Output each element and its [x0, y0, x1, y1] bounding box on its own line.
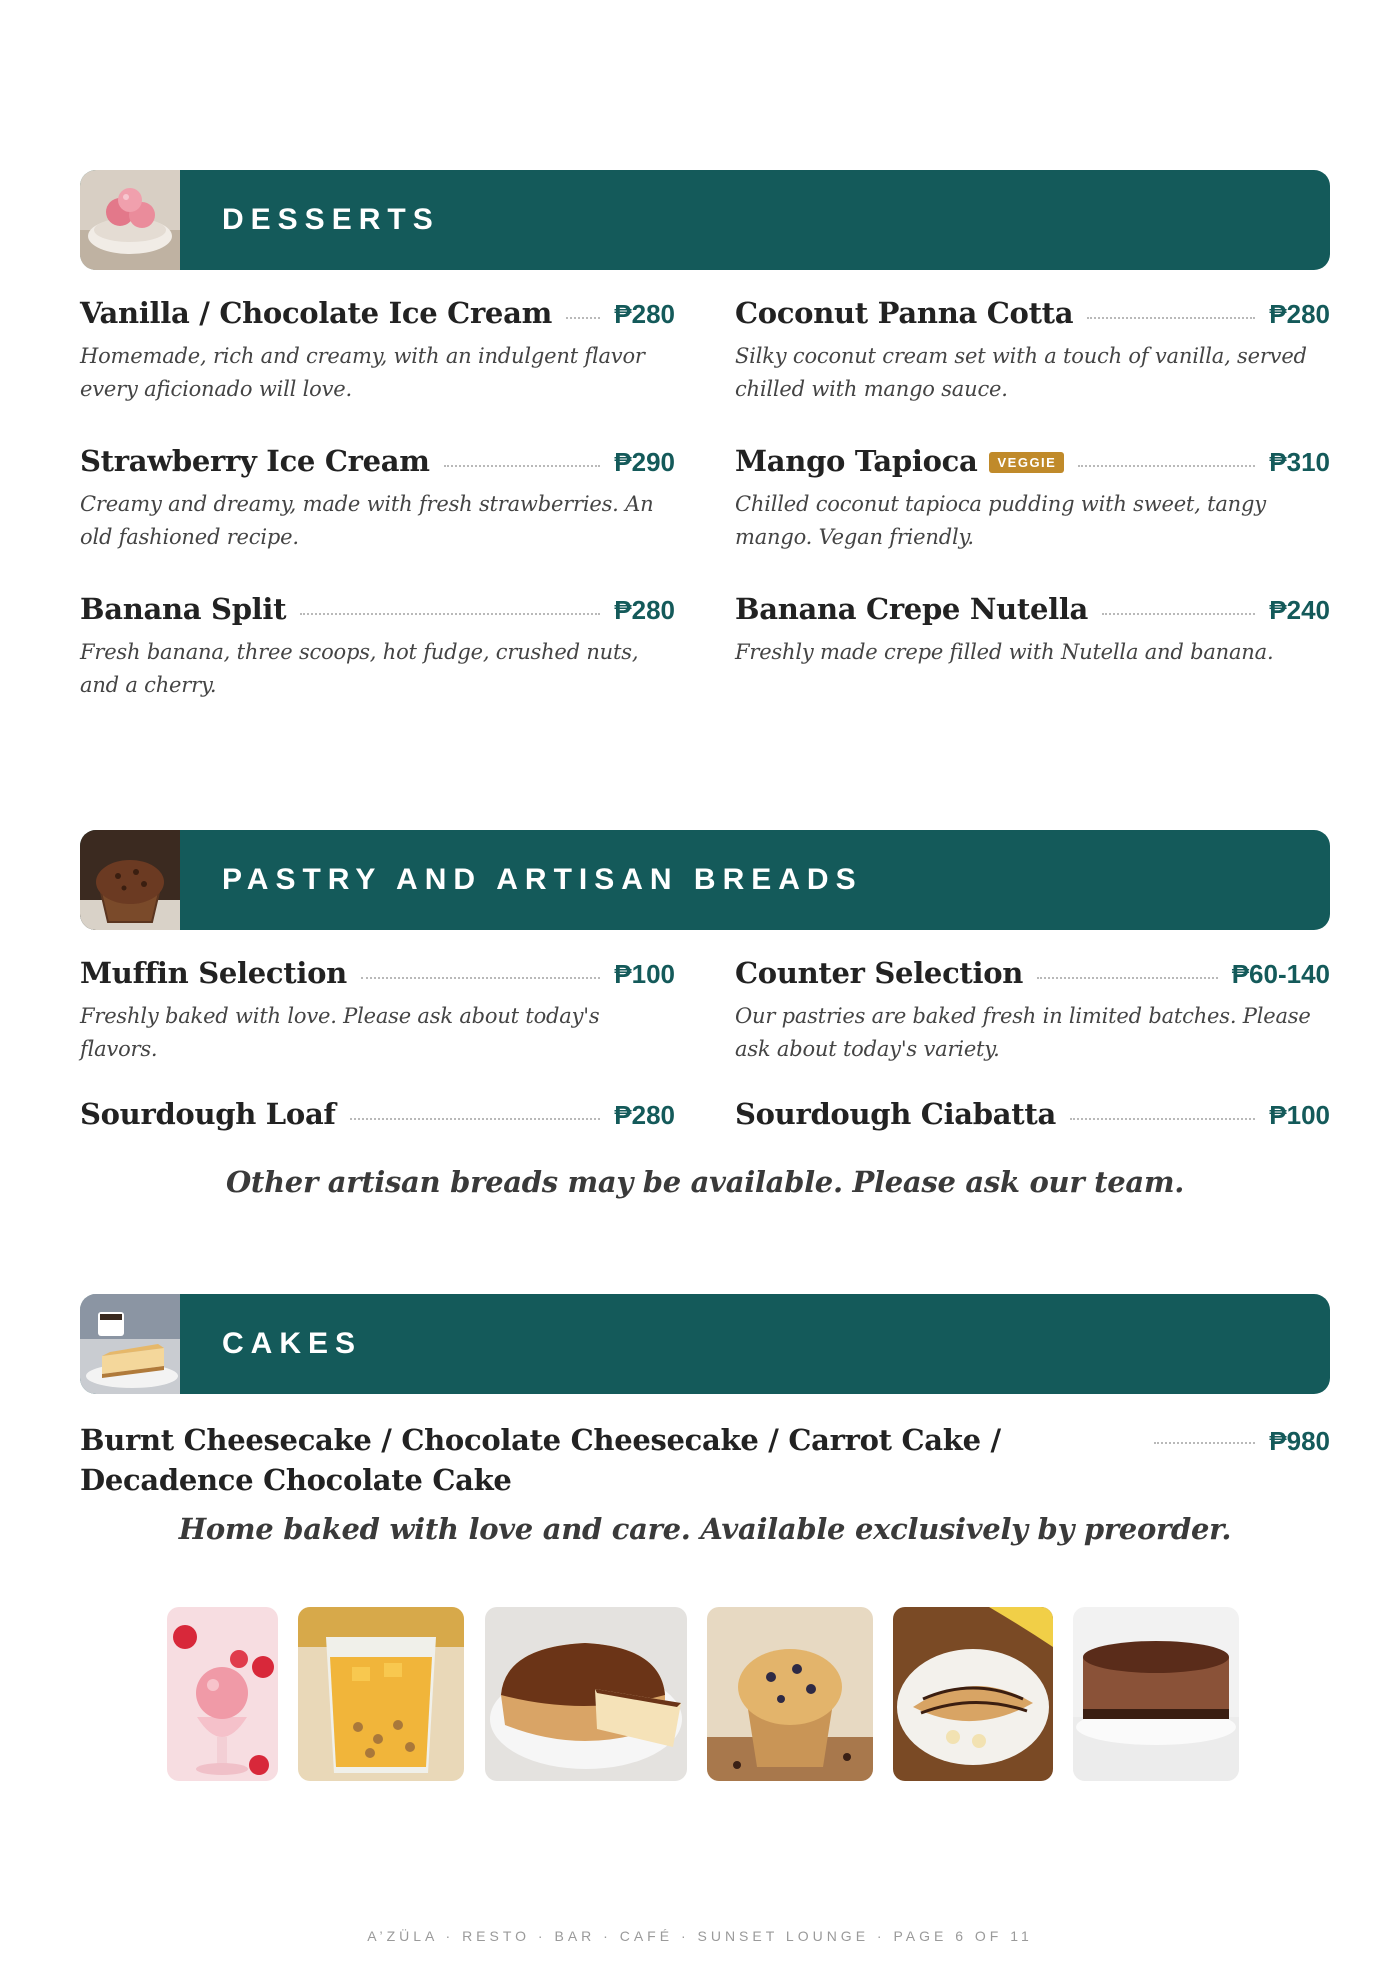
menu-item [80, 956, 675, 1066]
item-description: Homemade, rich and creamy, with an indulgent flavor every aficionado will love. [80, 344, 645, 401]
desserts-title: DESSERTS [222, 203, 440, 236]
burnt-cheesecake-photo [485, 1607, 687, 1781]
menu-item [735, 444, 1330, 554]
veggie-badge: VEGGIE [989, 452, 1064, 473]
menu-item [735, 956, 1330, 1066]
item-name: Sourdough Loaf [80, 1097, 336, 1131]
menu-item [80, 1420, 1330, 1500]
blueberry-muffin-photo [707, 1607, 873, 1781]
menu-item [735, 1097, 1330, 1131]
item-name: Burnt Cheesecake / Chocolate Cheesecake / Carrot Cake / Decadence Chocolate Cake [80, 1423, 1001, 1497]
menu-item [80, 444, 675, 554]
page-footer: A’ZÜLA · RESTO · BAR · CAFÉ · SUNSET LOUNGE · PAGE 6 OF 11 [367, 1928, 1033, 1944]
item-price: ₱240 [1269, 595, 1330, 625]
pastry-header [80, 830, 1330, 930]
item-description: Creamy and dreamy, made with fresh strawberries. An old fashioned recipe. [80, 492, 654, 549]
item-price: ₱280 [614, 1100, 675, 1130]
item-price: ₱60-140 [1231, 959, 1330, 989]
pastry-title: PASTRY AND ARTISAN BREADS [222, 863, 863, 896]
item-name: Banana Crepe Nutella [735, 592, 1089, 626]
strawberry-ice-cream-photo [167, 1607, 278, 1781]
menu-item [80, 1097, 675, 1131]
item-price: ₱280 [614, 299, 675, 329]
dotted-leader [1078, 464, 1255, 467]
item-price: ₱280 [1269, 299, 1330, 329]
item-name: Coconut Panna Cotta [735, 296, 1074, 330]
item-price: ₱310 [1269, 447, 1330, 477]
item-name: Strawberry Ice Cream [80, 444, 430, 478]
item-description: Fresh banana, three scoops, hot fudge, crushed nuts, and a cherry. [80, 640, 639, 697]
menu-item [80, 592, 675, 702]
cakes-title: CAKES [222, 1327, 363, 1360]
dotted-leader [300, 612, 600, 615]
dotted-leader [444, 464, 601, 467]
item-price: ₱290 [614, 447, 675, 477]
chocolate-cake-photo [1073, 1607, 1239, 1781]
cheesecake-icon [80, 1294, 180, 1394]
muffin-icon [80, 830, 180, 930]
item-description: Freshly baked with love. Please ask about today's flavors. [80, 1004, 600, 1061]
dotted-leader [350, 1117, 601, 1120]
item-name: Vanilla / Chocolate Ice Cream [80, 296, 552, 330]
item-name: Muffin Selection [80, 956, 347, 990]
item-description: Freshly made crepe filled with Nutella and banana. [735, 640, 1274, 664]
pastry-note: Other artisan breads may be available. Please ask our team. [225, 1165, 1185, 1199]
dotted-leader [1037, 976, 1218, 979]
mango-tapioca-photo [298, 1607, 464, 1781]
item-description: Our pastries are baked fresh in limited batches. Please ask about today's variety. [735, 1004, 1311, 1061]
item-name: Counter Selection [735, 956, 1024, 990]
cakes-note: Home baked with love and care. Available exclusively by preorder. [178, 1512, 1232, 1546]
dotted-leader [1102, 612, 1255, 615]
item-price: ₱100 [1269, 1100, 1330, 1130]
dotted-leader [1154, 1441, 1255, 1444]
ice-cream-bowl-icon [80, 170, 180, 270]
item-name: Banana Split [80, 592, 287, 626]
menu-item [80, 296, 675, 406]
item-description: Chilled coconut tapioca pudding with sweet, tangy mango. Vegan friendly. [735, 492, 1266, 549]
item-price: ₱100 [614, 959, 675, 989]
menu-item [735, 296, 1330, 406]
desserts-header [80, 170, 1330, 270]
item-price: ₱280 [614, 595, 675, 625]
dotted-leader [361, 976, 600, 979]
cakes-header [80, 1294, 1330, 1394]
dotted-leader [1070, 1117, 1255, 1120]
banana-crepe-photo [893, 1607, 1053, 1781]
item-description: Silky coconut cream set with a touch of vanilla, served chilled with mango sauce. [735, 344, 1307, 401]
item-name: Sourdough Ciabatta [735, 1097, 1056, 1131]
menu-item [735, 592, 1330, 669]
dotted-leader [566, 316, 600, 319]
item-name: Mango Tapioca [735, 444, 978, 478]
dotted-leader [1087, 316, 1255, 319]
item-price: ₱980 [1269, 1426, 1330, 1456]
